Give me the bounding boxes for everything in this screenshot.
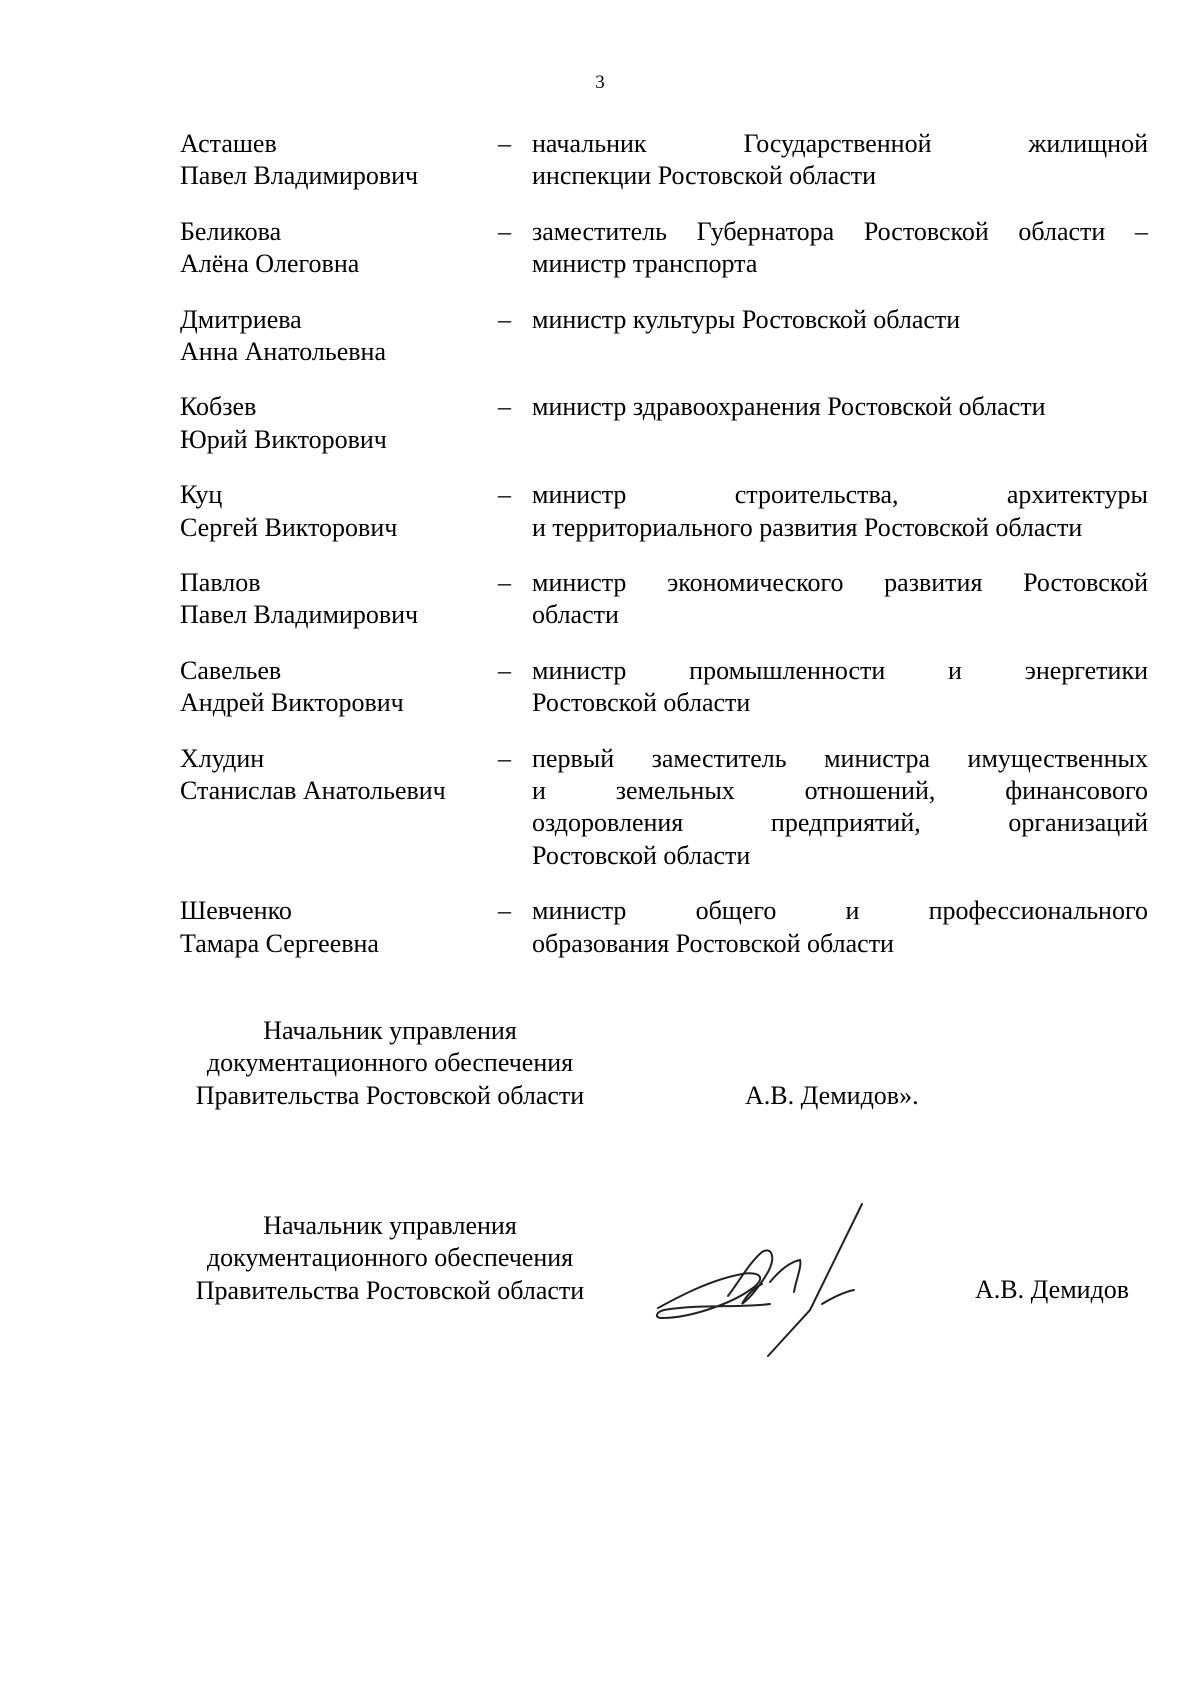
member-surname: Беликова	[180, 216, 282, 246]
member-role-line: инспекции Ростовской области	[532, 161, 877, 191]
member-role-line: Ростовской области	[532, 688, 751, 718]
member-dash: –	[498, 480, 511, 510]
member-surname: Павлов	[180, 567, 261, 597]
member-surname: Хлудин	[180, 743, 265, 773]
signature-position-title	[160, 1210, 620, 1307]
member-given-names: Юрий Викторович	[180, 424, 387, 454]
signature-name: А.В. Демидов	[975, 1275, 1130, 1304]
handwritten-signature	[650, 1200, 930, 1360]
member-given-names: Сергей Викторович	[180, 512, 398, 542]
member-name	[180, 391, 500, 456]
member-entry	[180, 128, 1148, 193]
member-role	[532, 655, 1148, 720]
closing-position-line: Начальник управления	[263, 1016, 517, 1045]
member-role-line: начальник Государственной жилищной	[532, 129, 1148, 158]
member-dash: –	[498, 304, 511, 334]
member-name	[180, 895, 500, 960]
member-given-names: Павел Владимирович	[180, 600, 419, 630]
member-entry	[180, 655, 1148, 720]
member-role	[532, 895, 1148, 960]
member-entry	[180, 304, 1148, 369]
member-name	[180, 655, 500, 720]
member-role-line: министр здравоохранения Ростовской области	[532, 392, 1046, 422]
member-role	[532, 128, 1148, 193]
member-surname: Асташев	[180, 129, 277, 158]
member-role-line: министр экономического развития Ростовской	[532, 567, 1148, 597]
member-entry	[180, 895, 1148, 960]
closing-position-title	[160, 1015, 620, 1112]
member-role-line: и земельных отношений, финансового	[532, 775, 1148, 805]
member-role-line: и территориального развития Ростовской области	[532, 512, 1083, 542]
member-entry	[180, 479, 1148, 544]
member-given-names: Алёна Олеговна	[180, 249, 360, 279]
member-role-line: министр строительства, архитектуры	[532, 480, 1148, 510]
closing-position-line: Правительства Ростовской области	[195, 1080, 585, 1110]
member-name	[180, 304, 500, 369]
member-role-line: министр общего и профессионального	[532, 896, 1148, 926]
member-dash: –	[498, 567, 511, 597]
member-name	[180, 216, 500, 281]
member-role	[532, 391, 1148, 423]
signature-position-line: документационного обеспечения	[206, 1243, 574, 1273]
member-surname: Шевченко	[180, 896, 292, 926]
member-given-names: Тамара Сергеевна	[180, 928, 379, 958]
member-name	[180, 567, 500, 632]
member-dash: –	[498, 896, 511, 926]
member-given-names: Станислав Анатольевич	[180, 775, 446, 805]
member-dash: –	[498, 216, 511, 246]
member-given-names: Анна Анатольевна	[180, 337, 386, 366]
member-role-line: образования Ростовской области	[532, 928, 894, 958]
member-role	[532, 216, 1148, 281]
signature-position-line: Правительства Ростовской области	[195, 1275, 585, 1305]
closing-position-line: документационного обеспечения	[206, 1048, 574, 1078]
page-number: 3	[595, 72, 605, 93]
member-role	[532, 479, 1148, 544]
member-surname: Кобзев	[180, 392, 257, 422]
member-entry	[180, 216, 1148, 281]
member-role	[532, 567, 1148, 632]
member-given-names: Андрей Викторович	[180, 688, 404, 718]
member-entry	[180, 567, 1148, 632]
member-role	[532, 304, 1148, 336]
member-given-names: Павел Владимирович	[180, 161, 419, 191]
member-role	[532, 743, 1148, 873]
closing-name: А.В. Демидов».	[745, 1081, 919, 1110]
member-entry	[180, 743, 1148, 873]
member-role-line: министр промышленности и энергетики	[532, 655, 1148, 685]
member-name	[180, 743, 500, 808]
member-dash: –	[498, 743, 511, 773]
member-role-line: министр культуры Ростовской области	[532, 304, 961, 334]
member-role-line: первый заместитель министра имущественных	[532, 743, 1148, 773]
member-dash: –	[498, 129, 511, 158]
members-list	[180, 128, 1148, 983]
signature-position-line: Начальник управления	[263, 1211, 517, 1240]
member-surname: Дмитриева	[180, 304, 302, 334]
member-dash: –	[498, 392, 511, 422]
member-role-line: заместитель Губернатора Ростовской области –	[532, 216, 1148, 246]
member-role-line: области	[532, 600, 619, 630]
member-entry	[180, 391, 1148, 456]
member-surname: Савельев	[180, 655, 282, 685]
member-role-line: министр транспорта	[532, 249, 758, 279]
member-name	[180, 479, 500, 544]
member-name	[180, 128, 500, 193]
member-role-line: Ростовской области	[532, 840, 751, 870]
member-role-line: оздоровления предприятий, организаций	[532, 808, 1148, 838]
member-dash: –	[498, 655, 511, 685]
member-surname: Куц	[180, 480, 223, 510]
